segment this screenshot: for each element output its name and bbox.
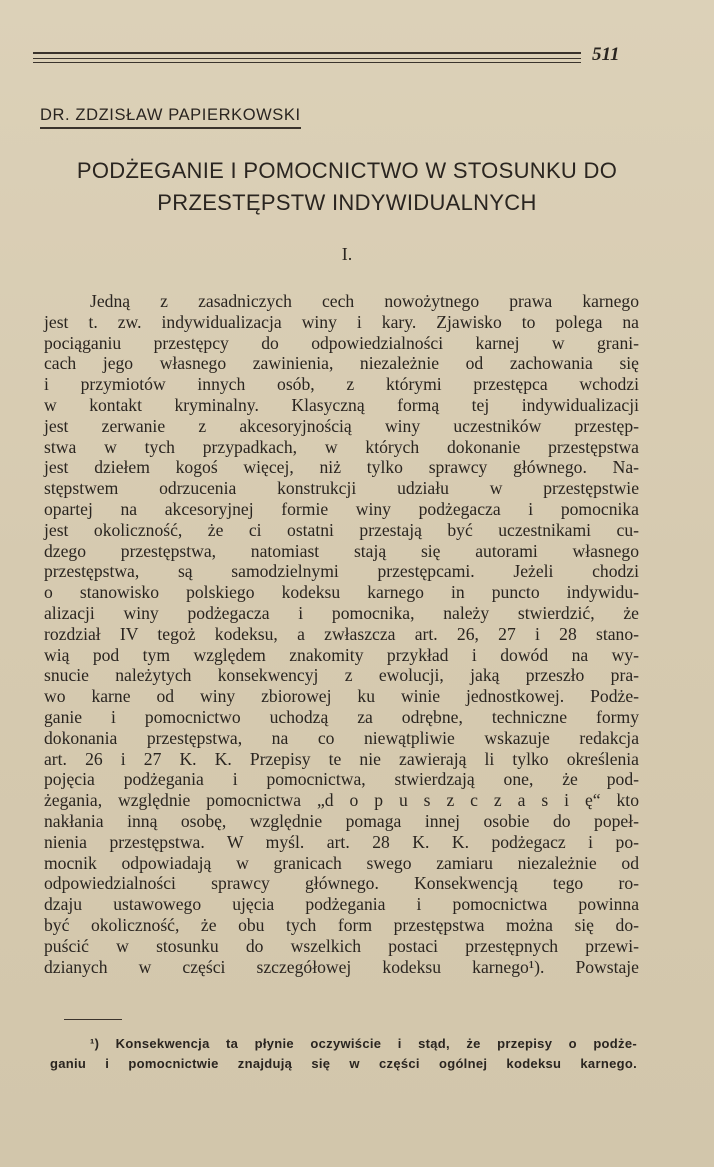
- body-text-line: cach jego własnego zawinienia, niezależnie od zachowania się: [44, 353, 639, 374]
- body-text-line: pociąganiu przestępcy do odpowiedzialności karnej w grani-: [44, 332, 639, 353]
- body-text-line: stępstwem odrzucenia konstrukcji udziału w przestępstwie: [44, 478, 639, 499]
- body-text-line: mocnik odpowiadają w granicach swego zamiaru niezależnie od: [44, 852, 639, 873]
- body-text-line: i przymiotów innych osób, z którymi przestępca wchodzi: [44, 374, 639, 395]
- body-text-line: rozdział IV tegoż kodeksu, a zwłaszcza art. 26, 27 i 28 stano-: [44, 623, 639, 644]
- body-text-line: stwa w tych przypadkach, w których dokonanie przestępstwa: [44, 436, 639, 457]
- body-text-line: alizacji winy podżegacza i pomocnika, należy stwierdzić, że: [44, 602, 639, 623]
- body-text-line: wo karne od winy zbiorowej ku winie jednostkowej. Podże-: [44, 686, 639, 707]
- body-text-line: dzianych w części szczegółowej kodeksu karnego¹). Powstaje: [44, 956, 639, 977]
- body-text-line: puścić w stosunku do wszelkich postaci przestępnych przewi-: [44, 935, 639, 956]
- body-text: [44, 291, 639, 977]
- body-text-line: wią pod tym względem znakomity przykład i dowód na wy-: [44, 644, 639, 665]
- page-number: 511: [592, 44, 620, 65]
- footnote-rule: [64, 1019, 122, 1020]
- body-text-line: Jedną z zasadniczych cech nowożytnego prawa karnego: [90, 291, 639, 311]
- footnote-line: ganiu i pomocnictwie znajdują się w części ogólnej kodeksu karnego.: [50, 1056, 637, 1071]
- body-text-line: nienia przestępstwa. W myśl. art. 28 K. K. podżegacz i po-: [44, 831, 639, 852]
- body-text-line: jest dziełem kogoś więcej, niż tylko sprawcy głównego. Na-: [44, 457, 639, 478]
- body-text-line: o stanowisko polskiego kodeksu karnego in puncto indywidu-: [44, 582, 639, 603]
- body-text-line: w kontakt kryminalny. Klasyczną formą tej indywidualizacji: [44, 394, 639, 415]
- title-line-1: PODŻEGANIE I POMOCNICTWO W STOSUNKU DO: [76, 158, 618, 183]
- body-text-line: nakłania inną osobę, względnie pomaga innej osobie do popeł-: [44, 810, 639, 831]
- body-text-line: snucie należytych konsekwencyj z ewolucji, jaką przeszło pra-: [44, 665, 639, 686]
- body-text-line: odpowiedzialności sprawcy głównego. Konsekwencją tego ro-: [44, 873, 639, 894]
- body-text-line: być okoliczność, że obu tych form przestępstwa można się do-: [44, 914, 639, 935]
- body-text-line: pojęcia podżegania i pomocnictwa, stwierdzają one, że pod-: [44, 769, 639, 790]
- section-number: I.: [341, 244, 353, 264]
- body-text-line: art. 26 i 27 K. K. Przepisy te nie zawierają li tylko określenia: [44, 748, 639, 769]
- body-text-line: ganie i pomocnictwo uchodzą za odrębne, techniczne formy: [44, 706, 639, 727]
- footnote: [50, 1034, 637, 1074]
- body-text-line: jest zerwanie z akcesoryjnością winy uczestników przestęp-: [44, 415, 639, 436]
- footnote-line: ¹) Konsekwencja ta płynie oczywiście i stąd, że przepisy o podże-: [90, 1036, 637, 1051]
- body-text-line: przestępstwa, są samodzielnymi przestępcami. Jeżeli chodzi: [44, 561, 639, 582]
- body-text-line: jest t. zw. indywidualizacja winy i kary. Zjawisko to polega na: [44, 311, 639, 332]
- author-name: DR. ZDZISŁAW PAPIERKOWSKI: [40, 106, 301, 129]
- title-line-2: PRZESTĘPSTW INDYWIDUALNYCH: [157, 190, 537, 215]
- body-text-line: opartej na akcesoryjnej formie winy podżegacza i pomocnika: [44, 498, 639, 519]
- body-text-line: dzaju ustawowego ujęcia podżegania i pomocnictwa powinna: [44, 894, 639, 915]
- body-text-line: dokonania przestępstwa, na co niewątpliwie wskazuje redakcja: [44, 727, 639, 748]
- body-text-line: dzego przestępstwa, natomiast stają się autorami własnego: [44, 540, 639, 561]
- body-text-line: jest okoliczność, że ci ostatni przestają być uczestnikami cu-: [44, 519, 639, 540]
- header-rule: [33, 52, 581, 64]
- body-text-line: żegania, względnie pomocnictwa „d o p u s z c z a s i ę“ kto: [44, 790, 639, 811]
